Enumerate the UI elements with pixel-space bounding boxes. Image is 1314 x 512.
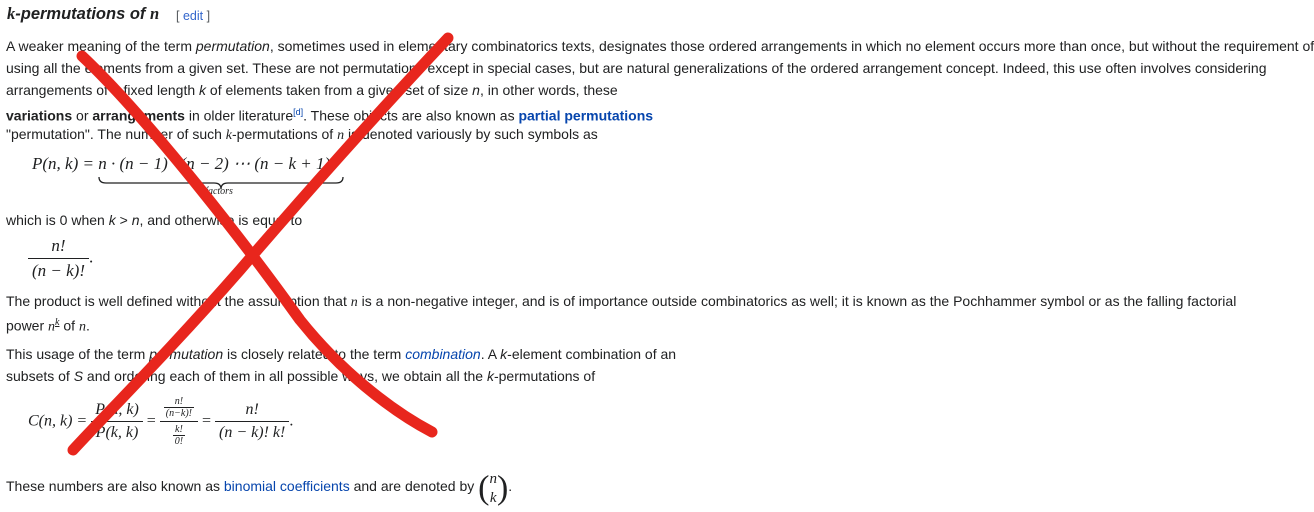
text: arrangements of a fixed length — [6, 82, 200, 98]
text: -permutations of — [493, 368, 596, 384]
para1-line2 — [6, 60, 1266, 76]
footnote-d-link[interactable]: [d] — [293, 107, 304, 117]
red-x-stroke-right-to-left — [73, 38, 448, 450]
text: power — [6, 317, 49, 334]
eq3-tail: . — [289, 412, 294, 430]
text: . — [508, 478, 513, 494]
fraction-numerator: P(n, k) — [91, 401, 143, 422]
para1-line4 — [6, 104, 653, 124]
text: using all the elements from a given set. These are not permutations except in special cases, but are natural generalizations of the ordered arrangement concept. Indeed, this use often involves considering — [6, 60, 1267, 76]
var-n: n — [131, 212, 140, 228]
var-k: k — [199, 82, 207, 98]
text: , sometimes used in elementary combinatorics texts, designates those ordered arrangements in which no element occurs more than once, but without the requirement of — [269, 38, 1314, 54]
left-paren: ( — [478, 469, 490, 507]
binomial-symbol — [478, 465, 508, 509]
para1-line5 — [6, 126, 598, 144]
var-k: k — [486, 368, 494, 384]
fraction-denominator: P(k, k) — [95, 424, 139, 441]
fraction — [28, 236, 89, 281]
binomial-top: n — [489, 470, 497, 487]
equals-sign: = — [201, 412, 212, 430]
para1-line3 — [6, 82, 618, 98]
text: , and otherwise is equal to — [139, 212, 303, 228]
right-paren: ) — [496, 469, 509, 507]
var-n: n — [350, 295, 358, 310]
text: -permutations of — [232, 126, 338, 142]
edit-bracket-close: ] — [203, 9, 211, 23]
fraction-denominator: (n − k)! — [32, 261, 86, 280]
nested-denominator: (n−k)! — [165, 408, 192, 419]
edit-link[interactable]: edit — [182, 9, 204, 23]
line-zero-condition — [6, 212, 302, 228]
equals-sign: = — [146, 412, 156, 430]
combination-link[interactable]: combination — [405, 346, 481, 362]
term-permutation: permutation — [195, 38, 270, 54]
nested-fraction — [173, 424, 185, 447]
eq1-tail: , — [330, 154, 335, 173]
eq1-product: n · (n − 1) · (n − 2) ⋯ (n − k + 1) — [98, 154, 331, 173]
heading-k: k — [7, 4, 16, 23]
var-S: S — [73, 368, 84, 384]
fraction-numerator — [160, 396, 198, 422]
text: . These objects are also known as — [303, 107, 519, 124]
text: > — [115, 212, 132, 228]
eq1-lhs: P(n, k) = — [32, 154, 94, 173]
heading-n: n — [150, 4, 160, 23]
text: of elements taken from a given set of size — [206, 82, 473, 98]
term-permutation: permutation — [149, 346, 224, 362]
equation-combination — [28, 396, 293, 447]
text: and are denoted by — [349, 478, 479, 494]
var-n: n — [78, 319, 86, 335]
fraction-denominator — [160, 422, 198, 447]
text: is a non-negative integer, and is of importance outside combinatorics as well; it is known as the Pochhammer symbol or as the falling factorial — [357, 293, 1237, 309]
term-variations: variations — [6, 107, 73, 124]
var-k: k — [500, 346, 508, 362]
eq3-fraction2 — [160, 396, 198, 447]
fraction-numerator: n! — [215, 401, 289, 422]
line-binomial — [6, 464, 512, 509]
para3-line2 — [6, 368, 595, 384]
text: is closely related to the term — [223, 346, 406, 362]
heading-text: -permutations of — [15, 5, 150, 23]
para2-line1 — [6, 293, 1236, 311]
text: is denoted variously by such symbols as — [344, 126, 598, 142]
var-n: n — [48, 319, 56, 335]
var-n: n — [472, 82, 480, 98]
exponent-k: k — [55, 317, 60, 328]
edit-bracket-open: [ — [176, 9, 183, 23]
text: in older literature — [184, 107, 294, 124]
eq3-fraction3 — [215, 401, 289, 442]
binomial-stack — [489, 470, 497, 508]
eq2-tail: . — [89, 247, 94, 267]
nested-fraction — [164, 396, 194, 419]
text: These numbers are also known as — [6, 478, 224, 494]
para1-line1 — [6, 38, 1314, 54]
term-arrangements: arrangements — [92, 107, 185, 124]
text: -element combination of an — [507, 346, 677, 362]
fraction-numerator: n! — [28, 236, 89, 259]
text: This usage of the term — [6, 346, 150, 362]
eq1-underbrace-group — [98, 154, 331, 197]
text: which is 0 when — [6, 212, 109, 228]
text: . — [85, 317, 90, 334]
var-n: n — [337, 128, 345, 143]
text: The product is well defined without the assumption that — [6, 293, 351, 309]
text: "permutation". The number of such — [6, 126, 226, 142]
para2-line2 — [6, 315, 90, 336]
equation-ratio — [28, 236, 93, 281]
var-k: k — [225, 128, 233, 143]
binomial-coefficients-link[interactable]: binomial coefficients — [223, 478, 350, 494]
partial-permutations-link[interactable]: partial permutations — [518, 107, 654, 124]
nested-numerator: k! — [173, 424, 185, 436]
text: , in other words, these — [479, 82, 618, 98]
var-k: k — [108, 212, 116, 228]
text: A weaker meaning of the term — [6, 38, 196, 54]
equation-falling-factorial — [32, 154, 335, 197]
eq3-fraction1 — [91, 401, 143, 442]
binomial-bottom: k — [489, 489, 497, 506]
text: or — [72, 107, 93, 124]
eq3-lhs: C(n, k) = — [28, 412, 88, 430]
text: subsets of — [6, 368, 74, 384]
edit-section — [176, 9, 210, 23]
nested-numerator: n! — [164, 396, 194, 408]
fraction-denominator: (n − k)! k! — [219, 424, 286, 441]
text: and ordering each of them in all possible ways, we obtain all the — [83, 368, 487, 384]
underbrace-label: k factors — [198, 186, 233, 197]
text: . A — [480, 346, 501, 362]
para3-line1 — [6, 346, 676, 362]
nested-denominator: 0! — [174, 436, 184, 447]
section-heading — [7, 4, 159, 24]
text: of — [59, 317, 79, 334]
